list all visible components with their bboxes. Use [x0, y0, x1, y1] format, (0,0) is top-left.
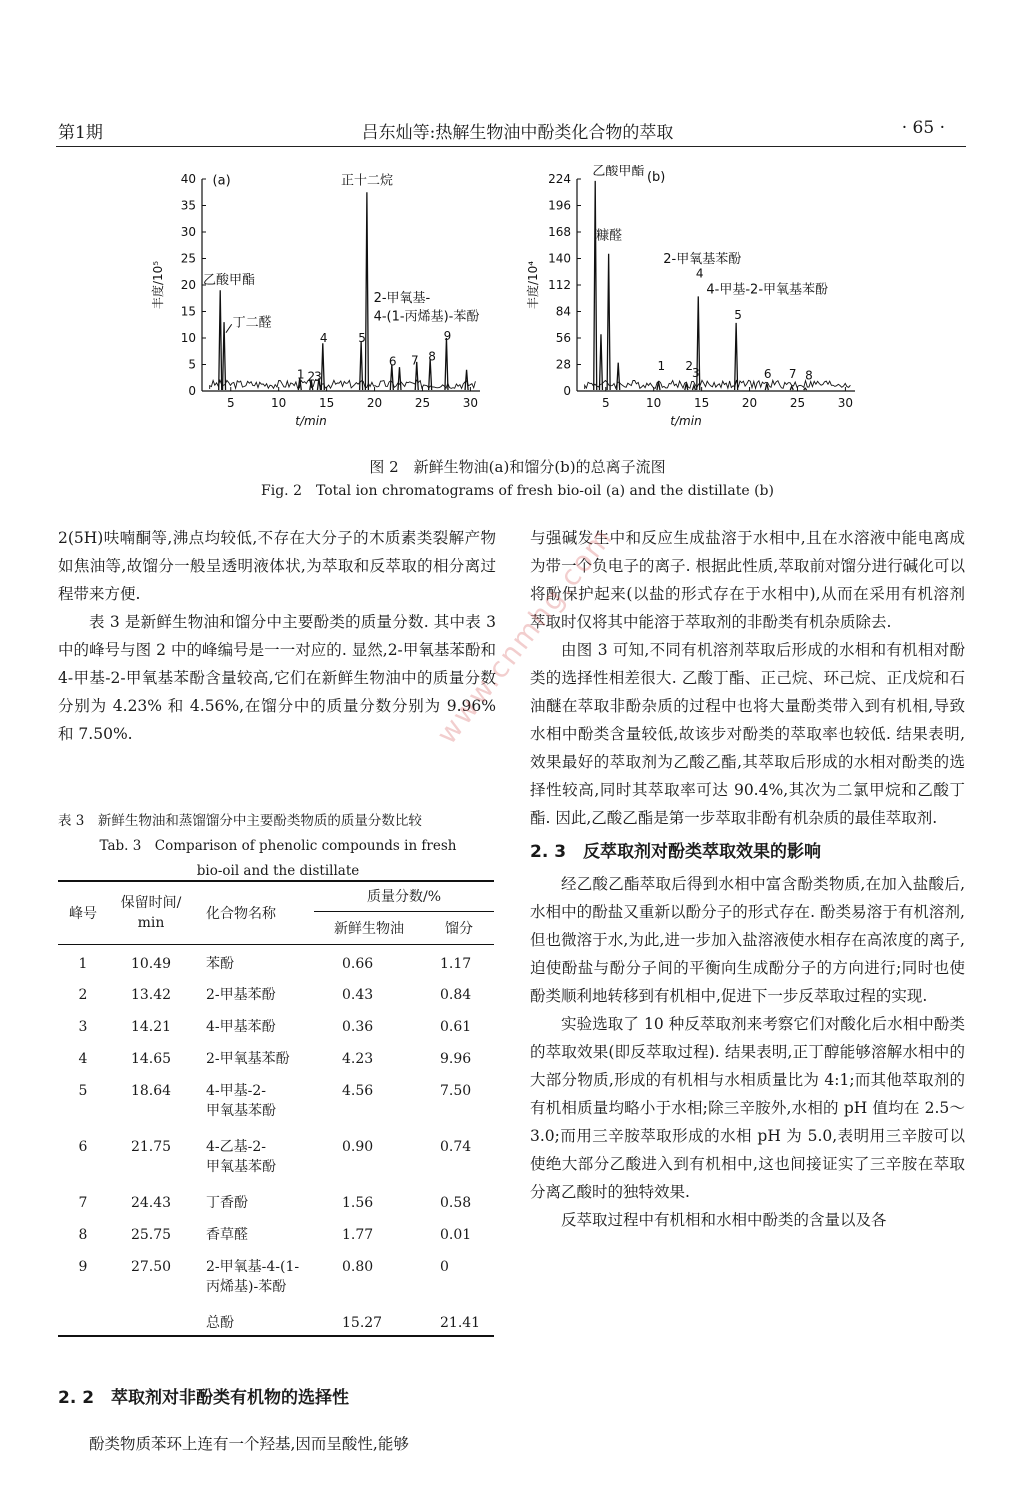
cell-retention-time: 13.42 — [130, 987, 172, 1003]
chart-b-svg — [515, 165, 875, 435]
cell-retention-time: 10.49 — [130, 955, 172, 972]
col-fresh-bio-oil: 新鲜生物油 — [314, 911, 424, 944]
cell-fresh-value: 15.27 — [314, 1304, 424, 1336]
cell-compound-name: 苯酚 — [206, 955, 234, 972]
cell-peak-number — [58, 1304, 108, 1336]
x-tick-label: 10 — [646, 396, 662, 410]
x-tick-label: 20 — [366, 396, 383, 410]
cell-peak-number: 4 — [78, 1051, 88, 1067]
y-axis-label: 丰度/10⁵ — [151, 260, 165, 310]
table-row — [58, 944, 494, 976]
x-tick-label: 15 — [318, 396, 335, 410]
cell-retention-time — [108, 1304, 194, 1336]
cell-distillate-value: 0.58 — [440, 1195, 472, 1211]
peak-label: 1 — [296, 367, 305, 382]
cell-fresh-value: 0.43 — [342, 987, 374, 1003]
peak-label: 2-甲氧基苯酚 — [663, 252, 742, 268]
cell-fresh-value: 4.56 — [342, 1083, 374, 1099]
cell-peak-number: 8 — [78, 1227, 88, 1243]
cell-retention-time: 25.75 — [130, 1227, 172, 1243]
chromatogram-peak — [360, 342, 363, 390]
y-tick-label: 40 — [180, 172, 196, 186]
y-tick-label: 140 — [548, 251, 571, 266]
figure-caption-en: Fig. 2 Total ion chromatograms of fresh bio-oil (a) and the distillate (b) — [261, 483, 774, 499]
table-row — [58, 976, 494, 1008]
right-paragraph-4: 实验选取了 10 种反萃取剂来考察它们对酸化后水相中酚类的萃取效果(即反萃取过程). 结果表明,正丁醇能够溶解水相中的大部分物质,形成的有机相与水相质量比为 4:1;而其他萃取剂的有机相质量均略小于水相;除三辛胺外,水相的 pH 值均在 2.5～3.0;而用三辛胺萃取形成的水相 pH 为 5.0,表明用三辛胺可以使绝大部分乙酸进入到有机相中,这也间接证实了三辛胺在萃取分离乙酸时的独特效果. — [530, 1015, 965, 1201]
figure-caption-cn: 图 2 新鲜生物油(a)和馏分(b)的总离子流图 — [369, 458, 666, 476]
x-tick-label: 10 — [271, 396, 287, 410]
peak-label: 7 — [410, 353, 419, 368]
y-axis-label: 丰度/10⁴ — [526, 260, 540, 310]
x-tick-label: 15 — [693, 396, 710, 410]
chromatogram-peak — [465, 370, 468, 390]
chromatogram-peak — [365, 192, 368, 390]
col-distillate: 馏分 — [424, 911, 494, 944]
cell-compound-name: 4-甲基-2- 甲氧基苯酚 — [206, 1083, 276, 1119]
x-tick-label: 20 — [741, 396, 758, 410]
table-row — [58, 1304, 494, 1336]
col-peak-number: 峰号 — [58, 881, 108, 944]
y-tick-label: 5 — [188, 357, 196, 372]
cell-retention-time: 24.43 — [130, 1195, 172, 1211]
y-tick-label: 0 — [563, 384, 571, 398]
left-paragraph-2: 表 3 是新鲜生物油和馏分中主要酚类的质量分数. 其中表 3 中的峰号与图 2 中的峰编号是一一对应的. 显然,2-甲氧基苯酚和 4-甲基-2-甲氧基苯酚含量较高,它们在新鲜生物油中的质量分数分别为 4.23% 和 4.56%,在馏分中的质量分数分别为 9.96% 和 7.50%. — [58, 613, 496, 743]
cell-compound-name: 丁香酚 — [206, 1195, 248, 1211]
left-paragraph-3: 酚类物质苯环上连有一个羟基,因而呈酸性,能够 — [89, 1435, 409, 1453]
peak-label: 4-(1-丙烯基)-苯酚 — [373, 309, 480, 325]
peak-label: 6 — [763, 366, 772, 381]
peak-label: 6 — [388, 354, 397, 369]
chromatogram-peak — [594, 181, 597, 390]
chromatogram-peak — [804, 388, 807, 390]
cell-retention-time: 21.75 — [130, 1139, 172, 1155]
y-tick-label: 196 — [548, 198, 571, 213]
table-row — [58, 1216, 494, 1248]
cell-fresh-value: 0.66 — [342, 955, 374, 972]
table-3 — [58, 880, 494, 1337]
chromatogram-peak — [223, 322, 226, 390]
x-tick-label: 5 — [601, 396, 610, 410]
right-paragraph-2: 由图 3 可知,不同有机溶剂萃取后形成的水相和有机相对酚类的选择性相差很大. 乙酸丁酯、正己烷、环己烷、正戊烷和石油醚在萃取非酚杂质的过程中也将大量酚类带入到有机相,导致水相中酚类含量较低,故该步对酚类的萃取率也较低. 结果表明,效果最好的萃取剂为乙酸乙酯,其萃取后形成的水相对酚类的选择性较高,同时其萃取率可达 90.4%,其次为二氯甲烷和乙酸丁酯. 因此,乙酸乙酯是第一步萃取非酚有机杂质的最佳萃取剂. — [530, 641, 965, 827]
cell-retention-time: 14.65 — [130, 1051, 172, 1067]
cell-fresh-value: 1.77 — [342, 1227, 374, 1243]
issue-number: 第1期 — [58, 123, 103, 143]
table-row — [58, 1184, 494, 1216]
cell-peak-number: 7 — [78, 1195, 88, 1211]
y-tick-label: 10 — [180, 331, 196, 345]
cell-distillate-value: 0.61 — [440, 1019, 472, 1035]
peak-label: 正十二烷 — [341, 173, 394, 189]
chromatogram-peak — [692, 385, 695, 390]
x-axis-label: t/min — [295, 414, 327, 428]
cell-distillate-value: 0.84 — [440, 987, 472, 1003]
cell-distillate-value: 0.74 — [440, 1139, 472, 1155]
cell-distillate-value: 21.41 — [424, 1304, 494, 1336]
cell-compound-name: 2-甲基苯酚 — [206, 987, 276, 1003]
label-leader-line — [226, 324, 232, 332]
table-row — [58, 1008, 494, 1040]
peak-label: 2-甲氧基- — [373, 290, 431, 306]
cell-peak-number: 2 — [78, 987, 88, 1003]
cell-fresh-value: 0.36 — [342, 1019, 374, 1035]
right-paragraph-3: 经乙酸乙酯萃取后得到水相中富含酚类物质,在加入盐酸后,水相中的酚盐又重新以酚分子的形式存在. 酚类易溶于有机溶剂,但也微溶于水,为此,进一步加入盐溶液使水相存在高浓度的离子,迫使酚盐与酚分子间的平衡向生成酚分子的方向进行;同时也使酚类顺利地转移到有机相中,促进下一步反萃取过程的实现. — [530, 875, 965, 1005]
peak-label: 3 — [314, 369, 322, 384]
cell-peak-number: 6 — [78, 1139, 88, 1155]
peak-label: 9 — [443, 329, 452, 344]
watermark: www.cnmhg.com — [430, 520, 620, 751]
peak-label: 糠醛 — [596, 228, 623, 244]
cell-retention-time: 27.50 — [130, 1259, 172, 1275]
cell-peak-number: 3 — [78, 1019, 88, 1035]
section-2-2-heading: 2. 2 萃取剂对非酚类有机物的选择性 — [58, 1388, 350, 1408]
table-row — [58, 1248, 494, 1304]
right-paragraph-1: 与强碱发生中和反应生成盐溶于水相中,且在水溶液中能电离成为带一个负电子的离子. 根据此性质,萃取前对馏分进行碱化可以将酚保护起来(以盐的形式存在于水相中),从而在采用有机溶剂萃取时仅将其中能溶于萃取剂的非酚类有机杂质除去. — [530, 529, 965, 631]
page-number: · 65 · — [901, 118, 945, 138]
baseline-trace — [210, 380, 476, 389]
col-mass-fraction: 质量分数/% — [314, 881, 494, 911]
cell-fresh-value: 0.80 — [342, 1259, 374, 1275]
cell-fresh-value: 1.56 — [342, 1195, 374, 1211]
peak-label: 1 — [657, 359, 666, 374]
y-tick-label: 112 — [548, 278, 571, 292]
peak-label: 2 — [685, 359, 693, 374]
y-tick-label: 28 — [555, 357, 571, 372]
running-title: 吕东灿等:热解生物油中酚类化合物的萃取 — [361, 123, 674, 143]
x-tick-label: 5 — [226, 396, 235, 410]
chromatogram-peak — [398, 367, 401, 390]
left-column — [58, 524, 496, 748]
cell-peak-number: 5 — [78, 1083, 88, 1099]
peak-label: 4 — [319, 331, 328, 346]
x-tick-label: 30 — [462, 396, 479, 410]
y-tick-label: 15 — [180, 304, 196, 319]
cell-fresh-value: 4.23 — [342, 1051, 374, 1067]
peak-label: (b) — [646, 169, 666, 185]
peak-label: (a) — [212, 173, 231, 189]
table-caption-en-line1: Tab. 3 Comparison of phenolic compounds in fresh — [99, 838, 457, 854]
cell-compound-name: 香草醛 — [206, 1227, 248, 1243]
table-caption-cn: 表 3 新鲜生物油和蒸馏馏分中主要酚类物质的质量分数比较 — [58, 813, 422, 829]
peak-label: 5 — [358, 331, 366, 346]
cell-distillate-value: 1.17 — [440, 955, 472, 972]
peak-label: 丁二醛 — [232, 315, 272, 331]
cell-compound-name: 总酚 — [194, 1304, 314, 1336]
col-compound-name: 化合物名称 — [194, 881, 314, 944]
table-row — [58, 1040, 494, 1072]
chart-a-svg — [140, 165, 500, 435]
y-tick-label: 30 — [180, 225, 196, 239]
x-tick-label: 25 — [414, 396, 431, 410]
header-rule — [56, 146, 966, 147]
chromatogram-peak — [790, 386, 793, 390]
cell-distillate-value: 9.96 — [440, 1051, 472, 1067]
cell-distillate-value: 0.01 — [440, 1227, 472, 1243]
peak-label: 7 — [788, 366, 797, 381]
cell-peak-number: 9 — [78, 1259, 88, 1275]
chromatogram-peak — [599, 334, 602, 390]
y-tick-label: 224 — [548, 172, 571, 186]
y-tick-label: 35 — [180, 198, 196, 213]
y-tick-label: 168 — [548, 225, 571, 239]
y-tick-label: 25 — [180, 251, 196, 266]
peak-label: 4 — [695, 266, 704, 281]
peak-label: 乙酸甲酯 — [592, 165, 645, 180]
left-paragraph-1: 2(5H)呋喃酮等,沸点均较低,不存在大分子的木质素类裂解产物如焦油等,故馏分一般呈透明液体状,为萃取和反萃取的相分离过程带来方便. — [58, 529, 496, 603]
right-paragraph-5: 反萃取过程中有机相和水相中酚类的含量以及各 — [561, 1211, 887, 1229]
chromatogram-peak — [607, 254, 610, 390]
chromatogram-peak — [445, 338, 448, 390]
chromatogram-peak — [219, 290, 222, 390]
table-caption-en-line2: bio-oil and the distillate — [196, 863, 360, 879]
peak-label: 乙酸甲酯 — [202, 272, 255, 288]
cell-distillate-value: 0 — [440, 1259, 449, 1275]
y-tick-label: 84 — [555, 304, 571, 319]
table-caption-en — [58, 834, 498, 884]
cell-compound-name: 4-甲基苯酚 — [206, 1019, 276, 1035]
chromatogram-peak — [617, 363, 620, 390]
y-tick-label: 0 — [188, 384, 196, 398]
section-2-3-heading: 2. 3 反萃取剂对酚类萃取效果的影响 — [530, 842, 822, 862]
y-tick-label: 56 — [555, 331, 571, 345]
chart-a — [140, 165, 500, 439]
chromatogram-peak — [765, 383, 768, 390]
cell-peak-number: 1 — [78, 955, 88, 972]
peak-label: 8 — [805, 368, 813, 383]
col-retention-time: 保留时间/ min — [108, 881, 194, 944]
cell-retention-time: 18.64 — [130, 1083, 172, 1099]
right-column — [530, 524, 965, 1234]
cell-compound-name: 4-乙基-2- 甲氧基苯酚 — [206, 1139, 276, 1175]
cell-compound-name: 2-甲氧基-4-(1- 丙烯基)-苯酚 — [206, 1259, 300, 1295]
peak-label: 4-甲基-2-甲氧基苯酚 — [706, 282, 829, 298]
chromatogram-peak — [429, 359, 432, 390]
peak-label: 5 — [734, 308, 742, 323]
chart-b — [515, 165, 875, 439]
x-axis-label: t/min — [670, 414, 702, 428]
cell-fresh-value: 0.90 — [342, 1139, 374, 1155]
table-row — [58, 1072, 494, 1128]
x-tick-label: 25 — [789, 396, 806, 410]
peak-label: 3 — [692, 365, 700, 380]
peak-label: 8 — [428, 349, 436, 364]
cell-retention-time: 14.21 — [130, 1019, 172, 1035]
cell-distillate-value: 7.50 — [440, 1083, 472, 1099]
x-tick-label: 30 — [837, 396, 854, 410]
peak-label: 2 — [307, 369, 316, 384]
cell-compound-name: 2-甲氧基苯酚 — [206, 1051, 290, 1067]
table-row — [58, 1128, 494, 1184]
y-tick-label: 20 — [180, 278, 196, 292]
